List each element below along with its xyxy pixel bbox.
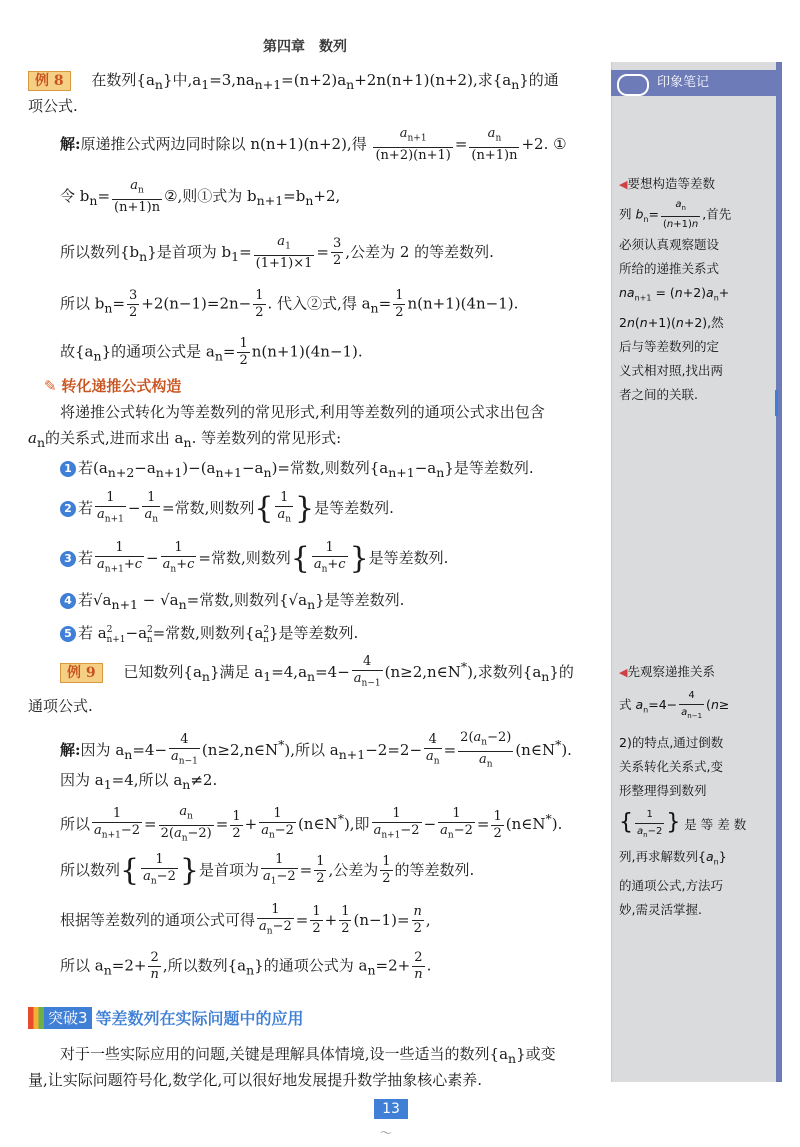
page-number: 13 <box>374 1099 408 1119</box>
note-line: 所给的递推关系式 <box>619 261 720 276</box>
example-8-solution-line2: 令 $b_n=$ $\frac{a_n}{(n+1)n}$ ②,则①式为 $b_{n+1}=b_n+2$, <box>60 178 341 215</box>
method-intro-1: 将递推公式转化为等差数列的常见形式,利用等差数列的通项公式求出包含 <box>60 403 545 421</box>
note-line: ◀要想构造等差数 <box>619 176 715 191</box>
example-9-stem-line2: 通项公式. <box>28 697 93 715</box>
note-line: 列 $b_n=$ $\frac{a_n}{(n+1)n}$ ,首先 <box>619 199 732 230</box>
note-line: 列,再求解数列$\{a_n\}$ <box>619 848 727 866</box>
cloud-icon <box>617 74 649 96</box>
note-line: 式 $a_n=4-$ $\frac{4}{a_{n-1}}$ (n≥ <box>619 689 730 720</box>
example-8-stem: 例 8 在数列$\{a_n\}$中$,a_1=3,na_{n+1}=(n+2)a_n+2n(n+1)(n+2)$,求$\{a_n\}$的通 <box>28 70 559 95</box>
note-line: 义式相对照,找出两 <box>619 362 723 378</box>
section-3-heading <box>28 1006 304 1032</box>
sidebar-title: 印象笔记 <box>657 75 710 90</box>
note-line: 必须认真观察题设 <box>619 237 720 252</box>
example-8-solution-line3: 所以数列$\{b_n\}$是首项为 $b_1=$ $\frac{a_1}{(1+1)\times 1}$ = $\frac{3}{2}$ ,公差为 2 的等差数列. <box>60 234 494 271</box>
note-line: { $\frac{1}{a_n-2}$ } 是 等 差 数 <box>619 809 747 839</box>
section-3-para-2: 量,让实际问题符号化,数学化,可以很好地发展提升数学抽象核心素养. <box>28 1071 483 1089</box>
example-8-solution-line5: 故$\{a_n\}$的通项公式是 $a_n=$ $\frac{1}{2}$ n(n+1)(4n−1). <box>60 336 363 368</box>
example-9-solution-line3: 所以 $\frac{1}{a_{n+1}-2}$ = $\frac{a_n}{2(a_n-2)}$ = $\frac{1}{2}$ + $\frac{1}{a_n-2}$ (n∈N*),即 $\frac{1}{a_{n+1}-2}$ − $\frac{1}{a_n-2}$ = $\frac{1}{2}$ (n∈N*). <box>60 804 563 844</box>
example-8-tag: 例 8 <box>28 71 71 91</box>
example-8-solution-line4: 所以 $b_n=$ $\frac{3}{2}$ +2(n−1)=2n− $\frac{1}{2}$ . 代入②式,得 $a_n=$ $\frac{1}{2}$ n(n+1)(4n−1). <box>60 288 519 320</box>
method-item-2: 2 若 $\frac{1}{a_{n+1}}$ − $\frac{1}{a_n}$ =常数,则数列{ $\frac{1}{a_n}$ }是等差数列. <box>60 490 394 528</box>
note-line: 形整理得到数列 <box>619 782 707 798</box>
section-3-para-1: 对于一些实际应用的问题,关键是理解具体情境,设一些适当的数列$\{a_n\}$或变 <box>60 1045 556 1066</box>
book-icon <box>28 1007 44 1029</box>
section-3-tag: 突破3 <box>44 1007 92 1029</box>
example-9-solution-line2: 因为 $a_1=4$,所以 $a_n\ne 2$. <box>60 771 218 792</box>
method-intro-2: $a_n$的关系式,进而求出 $a_n$. 等差数列的常见形式: <box>28 429 342 450</box>
side-note-2 <box>619 660 769 922</box>
example-9-stem: 例 9 已知数列$\{a_n\}$满足 $a_1=4,a_n=4-$ $\frac{4}{a_{n-1}}$ (n≥2,n∈N*),求数列$\{a_n\}$的 <box>60 654 574 692</box>
section-3-title: 等差数列在实际问题中的应用 <box>95 1009 304 1028</box>
method-item-5: 5 若 $a^2_{n+1}-a^2_n=$常数,则数列$\{a^2_n\}$是等差数列. <box>60 620 358 650</box>
example-9-solution-line5: 根据等差数列的通项公式可得 $\frac{1}{a_n-2}$ = $\frac{1}{2}$ + $\frac{1}{2}$ (n−1)= $\frac{n}{2}$ , <box>60 902 431 937</box>
note-line: ◀先观察递推关系 <box>619 664 715 679</box>
example-8-solution-line1: 解:原递推公式两边同时除以 n(n+1)(n+2),得 $\frac{a_{n+1}}{(n+2)(n+1)}$ = $\frac{a_n}{(n+1)n}$ +2. ① <box>60 126 567 163</box>
sidebar-marker <box>775 390 778 416</box>
method-heading: ✎ 转化递推公式构造 <box>44 377 182 395</box>
sidebar-edge-bar <box>776 62 782 1082</box>
side-note-1 <box>619 172 769 407</box>
note-line: 2n(n+1)(n+2),然 <box>619 314 724 330</box>
example-9-solution-line6: 所以 $a_n=2+$ $\frac{2}{n}$ ,所以数列$\{a_n\}$的通项公式为 $a_n=2+$ $\frac{2}{n}$ . <box>60 950 432 982</box>
note-line: 2)的特点,通过倒数 <box>619 734 724 750</box>
method-item-1: 1 若$(a_{n+2}-a_{n+1})-(a_{n+1}-a_n)=$常数,则数列$\{a_{n+1}-a_n\}$是等差数列. <box>60 458 534 483</box>
method-item-4: 4 若$√a_{n+1} - √a_n=$常数,则数列$\{√a_n\}$是等差数列. <box>60 590 404 615</box>
note-line: 后与等差数列的定 <box>619 338 720 354</box>
sidebar-header <box>611 70 780 96</box>
note-line: 的通项公式,方法巧 <box>619 878 723 893</box>
bird-icon: 〜 <box>380 1126 393 1140</box>
pencil-icon: ✎ <box>44 377 57 395</box>
method-item-3: 3 若 $\frac{1}{a_{n+1}+c}$ − $\frac{1}{a_n+c}$ =常数,则数列{ $\frac{1}{a_n+c}$ }是等差数列. <box>60 540 448 578</box>
example-9-solution-line1: 解:因为 $a_n=4-$ $\frac{4}{a_{n-1}}$ (n≥2,n∈N*),所以 $a_{n+1}-2=2-$ $\frac{4}{a_n}$ = $\frac{2(a_n-2)}{a_n}$ (n∈N*). <box>60 730 572 770</box>
pointer-icon: ◀ <box>619 178 628 191</box>
note-line: $na_{n+1} = (n+2)a_n+$ <box>619 285 730 303</box>
pointer-icon: ◀ <box>619 666 628 679</box>
example-8-stem-line2: 项公式. <box>28 97 78 115</box>
example-9-solution-line4: 所以数列{ $\frac{1}{a_n-2}$ }是首项为 $\frac{1}{a_1-2}$ = $\frac{1}{2}$ ,公差为 $\frac{1}{2}$ 的等差数列. <box>60 852 475 888</box>
note-line: 妙,需灵活掌握. <box>619 902 702 917</box>
note-line: 关系转化关系式,变 <box>619 758 723 774</box>
chapter-header: 第四章 数列 <box>263 39 347 55</box>
note-line: 者之间的关联. <box>619 386 698 402</box>
example-9-tag: 例 9 <box>60 663 103 683</box>
